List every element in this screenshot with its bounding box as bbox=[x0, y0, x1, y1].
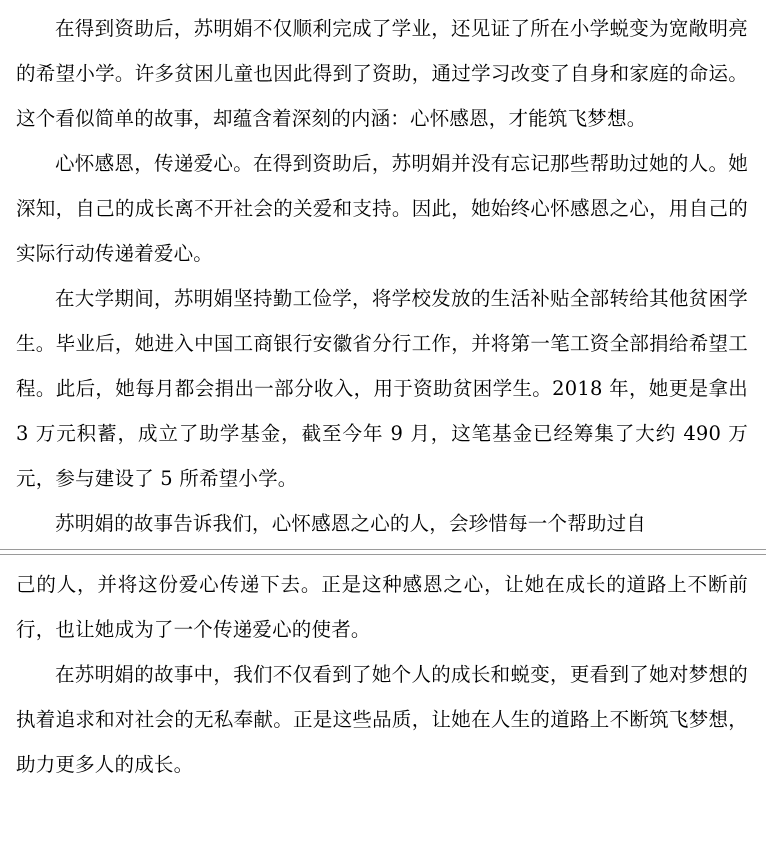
page-break-divider bbox=[16, 548, 748, 558]
page-break-line-bottom bbox=[0, 554, 766, 555]
page-break-line-top bbox=[0, 549, 766, 550]
document-body bbox=[16, 0, 748, 787]
paragraph: 在苏明娟的故事中，我们不仅看到了她个人的成长和蜕变，更看到了她对梦想的执着追求和对社会的无私奉献。正是这些品质，让她在人生的道路上不断筑飞梦想，助力更多人的成长。 bbox=[16, 663, 748, 776]
paragraph: 心怀感恩，传递爱心。在得到资助后，苏明娟并没有忘记那些帮助过她的人。她深知，自己的成长离不开社会的关爱和支持。因此，她始终心怀感恩之心，用自己的实际行动传递着爱心。 bbox=[16, 152, 748, 265]
paragraph: 在大学期间，苏明娟坚持勤工俭学，将学校发放的生活补贴全部转给其他贫困学生。毕业后，她进入中国工商银行安徽省分行工作，并将第一笔工资全部捐给希望工程。此后，她每月都会捐出一部分收入，用于资助贫困学生。2018 年，她更是拿出 3 万元积蓄，成立了助学基金，截至今年 9 月，这笔基金已经筹集了大约 490 万元，参与建设了 5 所希望小学。 bbox=[16, 287, 748, 490]
paragraph: 己的人，并将这份爱心传递下去。正是这种感恩之心，让她在成长的道路上不断前行，也让她成为了一个传递爱心的使者。 bbox=[16, 573, 748, 641]
paragraph: 苏明娟的故事告诉我们，心怀感恩之心的人，会珍惜每一个帮助过自 bbox=[55, 512, 647, 535]
paragraph: 在得到资助后，苏明娟不仅顺利完成了学业，还见证了所在小学蜕变为宽敞明亮的希望小学。许多贫困儿童也因此得到了资助，通过学习改变了自身和家庭的命运。这个看似简单的故事，却蕴含着深刻的内涵：心怀感恩，才能筑飞梦想。 bbox=[16, 17, 748, 130]
